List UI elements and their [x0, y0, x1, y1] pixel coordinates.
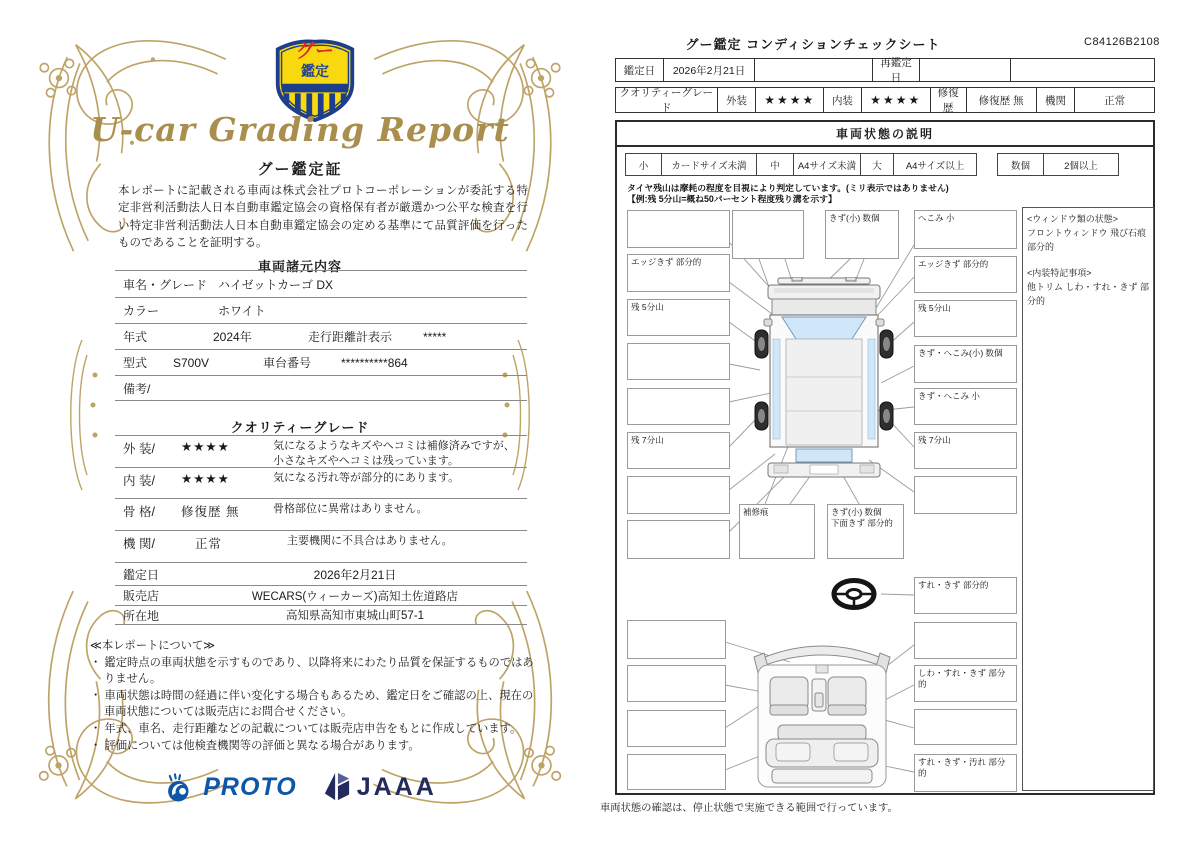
redate-extra — [1010, 59, 1154, 81]
exterior-label-box-right-7 — [914, 476, 1017, 514]
spec-label: 車名・グレード — [123, 277, 208, 292]
exterior-label: 外装 — [717, 88, 756, 112]
interior-label-box-left-4 — [627, 754, 726, 790]
report-title: U-car Grading Report — [90, 110, 510, 149]
info-label: 販売店 — [123, 589, 160, 603]
size-large-label: 大 — [860, 154, 893, 175]
spec-value: ホワイト — [218, 304, 266, 318]
proto-logo-text: PROTO — [203, 772, 297, 801]
date-extra — [754, 59, 872, 81]
exterior-label-box-left-6: 残 7分山 — [627, 432, 730, 469]
spec-section-title: 車両諸元内容 — [257, 259, 342, 274]
interior-stars: ★★★★ — [861, 88, 930, 112]
spec-label: 年式 — [123, 330, 148, 344]
certificate-subtitle: グー鑑定証 — [257, 161, 343, 178]
quality-grade-strip — [615, 87, 1155, 113]
tire-note-line2: 【例:残 5分山=概ね50パーセント程度残り溝を示す】 — [627, 194, 837, 204]
info-row-inspection-date — [115, 562, 527, 585]
spec-row-year — [115, 323, 527, 349]
interior-label-box-right-3: しわ・すれ・きず 部分的 — [914, 665, 1017, 702]
spec-value: 2024年 — [213, 330, 252, 344]
badge-text-kantei: 鑑定 — [301, 63, 329, 79]
size-medium-label: 中 — [756, 154, 793, 175]
label-line: 下面きず 部分的 — [831, 518, 893, 529]
spacer — [1027, 255, 1149, 267]
footer-note: 車両状態の確認は、停止状態で実施できる範囲で行っています。 — [600, 803, 898, 814]
spec-row-color — [115, 297, 527, 323]
exterior-label-box-right-1: へこみ 小 — [914, 210, 1017, 249]
grade-rating: 正常 — [195, 537, 223, 551]
exterior-label-box-left-3: 残 5分山 — [627, 299, 730, 336]
date-value: 2026年2月21日 — [663, 59, 754, 81]
info-row-dealer — [115, 585, 527, 605]
size-medium-value: A4サイズ未満 — [793, 154, 860, 175]
proto-logo — [163, 770, 296, 804]
grade-description: 気になる汚れ等が部分的にあります。 — [273, 472, 460, 484]
info-label: 鑑定日 — [123, 567, 160, 582]
notes-title: ≪本レポートについて≫ — [90, 640, 216, 652]
exterior-label-box-right-3: 残 5分山 — [914, 300, 1017, 337]
exterior-label-box-left-8 — [627, 520, 730, 559]
exterior-label-box-top-1 — [732, 210, 804, 259]
exterior-label-box-top-2: きず(小) 数個 — [825, 210, 899, 259]
grade-label: 外 装/ — [123, 442, 155, 456]
tire-note-line1: タイヤ残山は摩耗の程度を目視により判定しています。(ミリ表示ではありません) — [627, 183, 949, 193]
info-value: WECARS(ウィーカーズ)高知土佐道路店 — [251, 590, 459, 603]
top-view-car-diagram — [754, 277, 894, 482]
info-value: 高知県高知市東城山町57-1 — [285, 610, 424, 622]
exterior-label-box-left-5 — [627, 388, 730, 425]
size-small-value: カードサイズ未満 — [661, 154, 756, 175]
grade-rating: ★★★★ — [181, 472, 230, 486]
info-label: 所在地 — [123, 608, 160, 623]
note-item: ・ 鑑定時点の車両状態を示すものであり、以降将来にわたり品質を保証するものではありません。 — [90, 657, 534, 686]
redate-value — [919, 59, 1010, 81]
engine-label: 機関 — [1036, 88, 1075, 112]
size-legend-table — [625, 153, 977, 176]
size-small-label: 小 — [638, 160, 649, 172]
interior-label-box-right-4 — [914, 709, 1017, 745]
interior-view-car-diagram — [742, 627, 902, 795]
exterior-label-box-bottom-2 — [827, 504, 904, 559]
exterior-label-box-right-4: きず・へこみ(小) 数個 — [914, 345, 1017, 383]
exterior-label-box-bottom-1: 補修痕 — [739, 504, 815, 559]
repair-history-value: 修復歴 無 — [966, 88, 1036, 112]
info-value: 2026年2月21日 — [313, 567, 397, 582]
report-notes — [90, 638, 542, 754]
vehicle-spec-table — [115, 270, 527, 401]
note-item: ・ 評価については他検査機関等の評価と異なる場合があります。 — [90, 740, 420, 753]
grade-description: 主要機関に不具合はありません。 — [287, 535, 453, 547]
interior-label-box-left-3 — [627, 710, 726, 747]
grade-label: 骨 格/ — [123, 505, 155, 519]
jaaa-mark-icon — [323, 771, 351, 803]
side-flourish-left — [57, 335, 107, 495]
grade-row-interior — [115, 467, 527, 498]
count-value: 2個以上 — [1043, 154, 1118, 175]
spec-label: 備考/ — [123, 381, 151, 396]
exterior-label-box-left-1 — [627, 210, 730, 248]
steering-wheel-icon — [830, 577, 878, 611]
spec-label: 型式 — [123, 356, 148, 370]
grade-section-title: クオリティーグレード — [230, 420, 370, 435]
grade-row-engine — [115, 530, 527, 562]
note-item: ・ 年式、車名、走行距離などの記載については販売店申告をもとに作成しています。 — [90, 723, 522, 736]
grade-description: 気になるようなキズやヘコミは補修済みですが、小さなキズやヘコミは残っています。 — [273, 440, 515, 468]
spec-label: カラー — [123, 304, 160, 318]
grade-row-exterior — [115, 435, 527, 467]
exterior-label-box-left-7 — [627, 476, 730, 514]
size-large-value: A4サイズ以上 — [893, 154, 976, 175]
quality-grade-table — [115, 435, 527, 625]
grade-description: 骨格部位に異常はありません。 — [273, 503, 428, 515]
window-status-value: フロントウィンドウ 飛び石痕 部分的 — [1027, 227, 1146, 252]
interior-notes-title: <内装特記事項> — [1027, 267, 1092, 278]
grade-label: 機 関/ — [123, 537, 155, 551]
spec-row-name — [115, 270, 527, 297]
note-item: ・ 車両状態は時間の経過に伴い変化する場合もあるため、鑑定日をご確認の上、現在の車両状態については販売店にお問合せください。 — [90, 690, 534, 719]
exterior-label-box-right-2: エッジきず 部分的 — [914, 256, 1017, 293]
exterior-label-box-left-2: エッジきず 部分的 — [627, 254, 730, 292]
repair-history-label: 修復歴 — [930, 88, 966, 112]
engine-value: 正常 — [1074, 88, 1154, 112]
count-legend-table — [997, 153, 1119, 176]
condition-sheet-page — [598, 28, 1160, 828]
certificate-page — [35, 10, 565, 838]
vehicle-condition-box — [615, 120, 1155, 795]
jaaa-logo-text: JAAA — [356, 772, 437, 801]
interior-label: 内装 — [823, 88, 861, 112]
info-row-location — [115, 605, 527, 625]
interior-notes-value: 他トリム しわ・すれ・きず 部分的 — [1027, 281, 1150, 306]
interior-label-box-right-2 — [914, 622, 1017, 659]
spec-value: ***** — [423, 329, 447, 344]
jaaa-logo — [323, 771, 437, 803]
grade-rating: 修復歴 無 — [181, 505, 240, 519]
count-label: 数個 — [1010, 160, 1030, 172]
spec-row-model — [115, 349, 527, 375]
spec-value: S700V — [173, 355, 210, 370]
exterior-label-box-left-4 — [627, 343, 730, 380]
grade-strip-title: クオリティーグレード — [619, 87, 714, 114]
sheet-code: C84126B2108 — [1084, 36, 1160, 48]
grade-rating: ★★★★ — [181, 440, 230, 454]
inspection-date-table — [615, 58, 1155, 82]
badge-text-goo: グー — [295, 41, 334, 62]
proto-mark-icon — [163, 770, 197, 804]
grade-row-frame — [115, 498, 527, 530]
interior-label-box-left-2 — [627, 665, 726, 702]
sheet-title: グー鑑定 コンディションチェックシート — [685, 37, 941, 52]
date-label: 鑑定日 — [623, 64, 656, 77]
certificate-intro-text: 本レポートに記載される車両は株式会社プロトコーポレーションが委託する特定非営利活動法人日本自動車鑑定協会の資格保有者が厳選かつ公平な検査を行い特定非営利活動法人日本自動車鑑定協会の定める基準にて品質評価を行ったものであることを証明する。 — [118, 185, 528, 249]
spec-value: ハイゼットカーゴ DX — [218, 277, 334, 292]
window-status-title: <ウィンドウ類の状態> — [1027, 214, 1118, 224]
exterior-stars: ★★★★ — [755, 88, 823, 112]
condition-section-title: 車両状態の説明 — [617, 122, 1153, 147]
interior-label-box-left-1 — [627, 620, 726, 659]
label-line: きず(小) 数個 — [831, 507, 882, 517]
spec-label: 走行距離計表示 — [308, 330, 393, 344]
grade-label: 内 装/ — [123, 474, 155, 488]
special-notes-panel — [1022, 207, 1154, 791]
exterior-label-box-right-6: 残 7分山 — [914, 432, 1017, 469]
spec-label: 車台番号 — [263, 356, 312, 370]
redate-label: 再鑑定日 — [872, 59, 919, 81]
interior-label-box-right-5: すれ・きず・汚れ 部分的 — [914, 754, 1017, 792]
spec-row-remarks — [115, 375, 527, 401]
exterior-label-box-right-5: きず・へこみ 小 — [914, 388, 1017, 425]
footer-logos — [35, 770, 565, 804]
interior-label-box-steering: すれ・きず 部分的 — [914, 577, 1017, 614]
spec-value: **********864 — [341, 355, 408, 370]
